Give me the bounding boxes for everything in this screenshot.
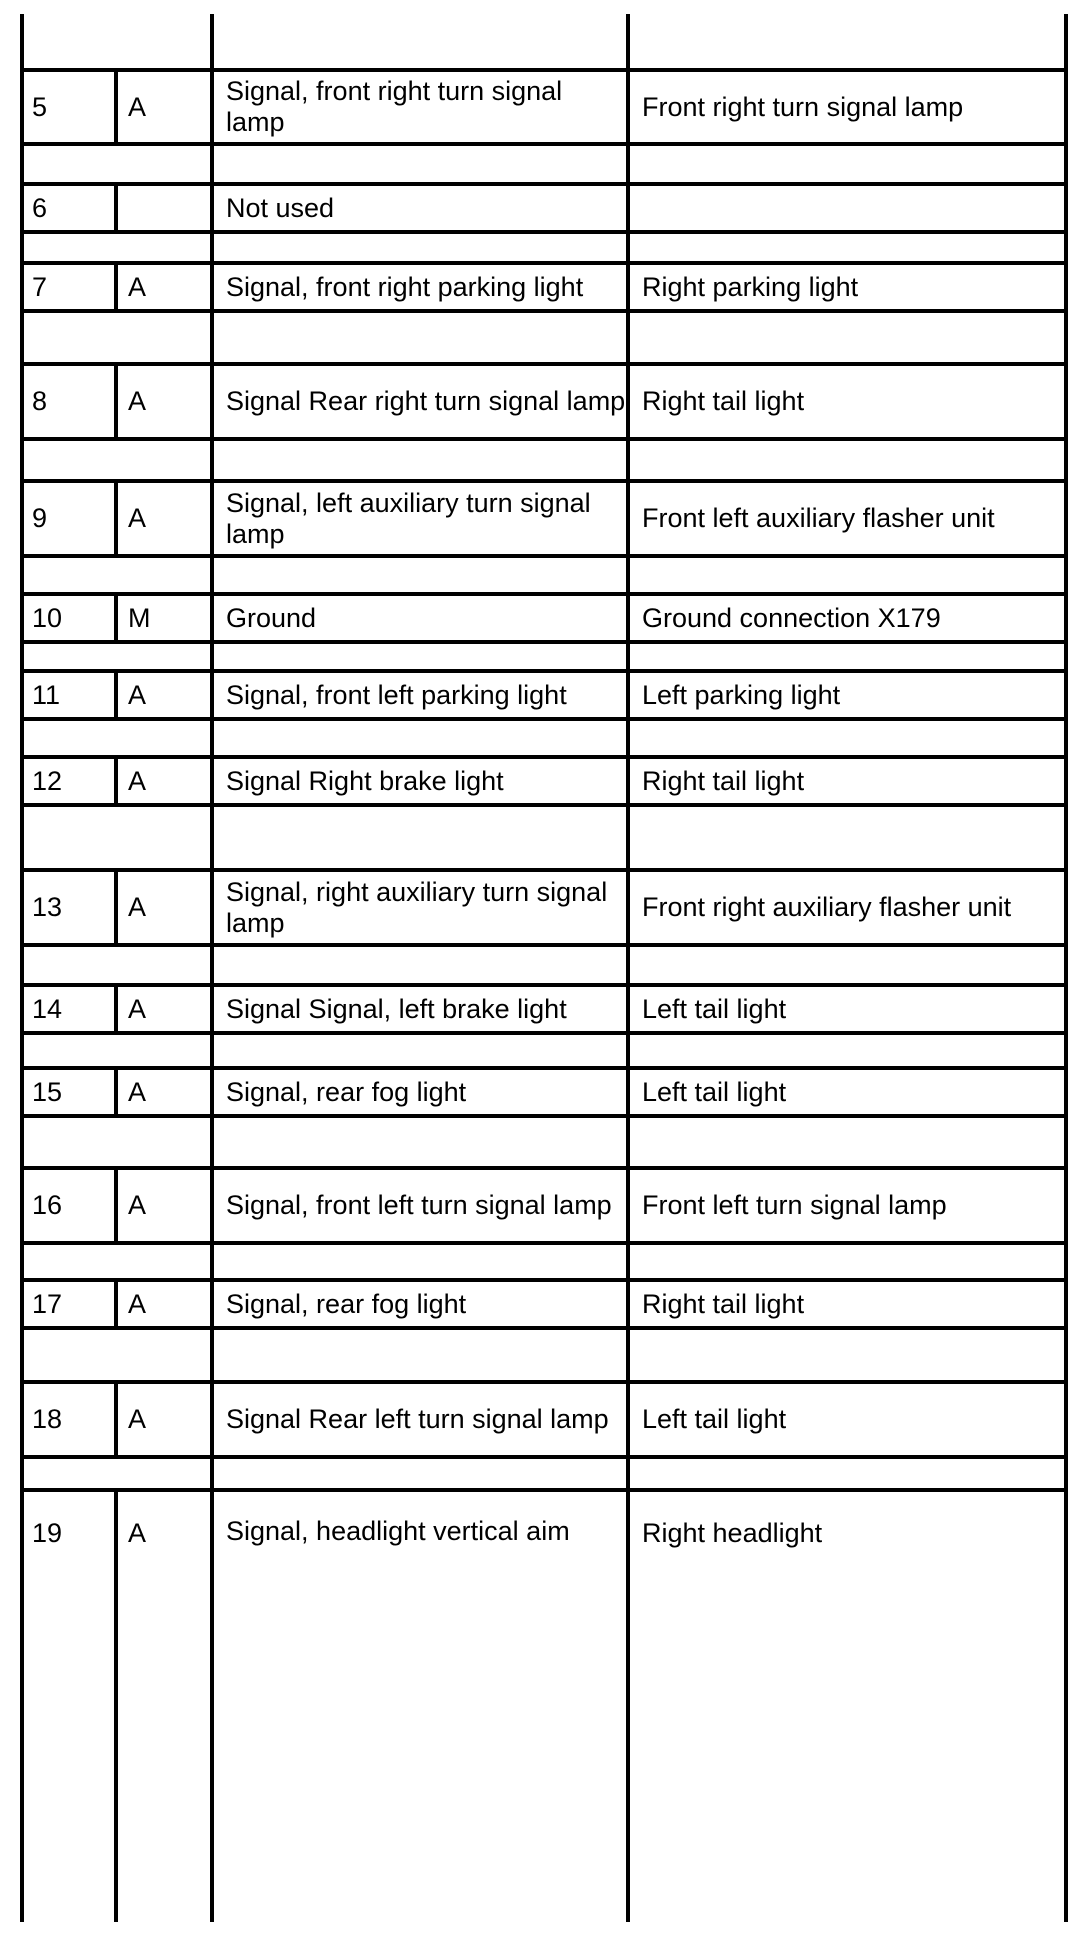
spacer-row [24,1330,210,1380]
signal-cell: Signal, rear fog light [226,1076,467,1107]
row-rule [20,182,1068,186]
pin-cell: 18 [32,1404,63,1434]
type-cell: A [128,503,147,533]
signal-cell: Signal, front right parking light [226,271,584,302]
pin-cell: 13 [32,892,63,922]
pin-cell: 7 [32,271,48,302]
row-rule [20,68,1068,72]
destination-cell: Front left turn signal lamp [642,1190,947,1220]
table-row [20,987,1068,1031]
spacer-row [24,14,210,68]
row-rule [20,1066,1068,1070]
destination-cell: Ground connection X179 [642,602,941,633]
type-cell: A [128,892,147,922]
spacer-row [24,1035,210,1066]
spacer-row [24,947,210,983]
type-cell: A [128,993,147,1024]
pin-cell: 9 [32,503,48,533]
type-cell: A [128,271,147,302]
signal-cell: Signal, front left parking light [226,679,567,710]
type-cell: A [128,1076,147,1107]
pin-cell: 19 [32,1518,63,1548]
table-row [20,186,1068,230]
type-cell: A [128,1190,147,1220]
spacer-row [24,1459,210,1488]
row-rule [20,755,1068,759]
row-rule [20,1488,1068,1492]
pin-cell: 12 [32,765,63,796]
destination-cell: Front right auxiliary flasher unit [642,892,1012,922]
type-cell: M [128,602,151,633]
table-row [20,596,1068,640]
spacer-row [24,234,210,261]
signal-cell: Signal Rear left turn signal lamp [226,1404,609,1434]
pin-cell: 15 [32,1076,63,1107]
type-cell: A [128,91,147,122]
signal-cell: Signal Right brake light [226,765,504,796]
pin-cell: 10 [32,602,63,633]
destination-cell: Front right turn signal lamp [642,91,964,122]
type-cell: A [128,1518,147,1548]
table-row [20,1282,1068,1326]
spacer-row [24,807,210,868]
destination-cell: Right headlight [642,1518,823,1548]
table-row [20,1070,1068,1114]
row-rule [20,868,1068,872]
row-rule [20,362,1068,366]
signal-cell: Signal, headlight vertical aim [226,1516,570,1546]
spacer-row [24,558,210,592]
connector-pin-table [20,14,1068,1922]
signal-cell: Not used [226,192,335,223]
table-row [20,1170,1068,1241]
signal-cell: Signal, rear fog light [226,1288,467,1319]
type-cell: A [128,1404,147,1434]
spacer-row [24,1118,210,1166]
row-rule [20,1380,1068,1384]
table-row [20,366,1068,437]
type-cell [128,186,208,230]
pin-cell: 14 [32,993,63,1024]
pin-cell: 17 [32,1288,63,1319]
row-rule [20,669,1068,673]
type-cell: A [128,1288,147,1319]
destination-cell [642,186,1052,230]
row-rule [20,479,1068,483]
destination-cell: Left parking light [642,679,841,710]
type-cell: A [128,765,147,796]
spacer-row [24,721,210,755]
signal-cell: Signal, front left turn signal lamp [226,1190,612,1220]
spacer-row [24,441,210,479]
table-row [20,1384,1068,1455]
pin-cell: 6 [32,192,48,223]
type-cell: A [128,386,147,416]
destination-cell: Front left auxiliary flasher unit [642,503,995,533]
row-rule [20,983,1068,987]
spacer-row [24,1245,210,1278]
row-rule [20,1278,1068,1282]
pin-cell: 5 [32,91,48,122]
table-row [20,673,1068,717]
type-cell: A [128,679,147,710]
signal-cell: Ground [226,602,317,633]
row-rule [20,261,1068,265]
table-row [20,265,1068,309]
destination-cell: Right tail light [642,765,805,796]
spacer-row [24,313,210,362]
table-row [20,872,1068,943]
signal-cell: Signal Signal, left brake light [226,993,567,1024]
destination-cell: Left tail light [642,1404,787,1434]
table-row [20,759,1068,803]
destination-cell: Left tail light [642,1076,787,1107]
row-rule [20,592,1068,596]
signal-cell: Signal, front right turn signal lamp [226,76,563,137]
table-row [20,1492,1068,1563]
pin-cell: 8 [32,386,48,416]
destination-cell: Left tail light [642,993,787,1024]
table-row [20,483,1068,554]
row-rule [20,1166,1068,1170]
destination-cell: Right tail light [642,386,805,416]
signal-cell: Signal, right auxiliary turn signal lamp [226,876,608,938]
table-row [20,72,1068,142]
spacer-row [24,146,210,182]
signal-cell: Signal Rear right turn signal lamp [226,386,626,416]
destination-cell: Right tail light [642,1288,805,1319]
destination-cell: Right parking light [642,271,859,302]
pin-cell: 16 [32,1190,63,1220]
signal-cell: Signal, left auxiliary turn signal lamp [226,487,591,549]
pin-cell: 11 [32,679,61,710]
spacer-row [24,644,210,669]
